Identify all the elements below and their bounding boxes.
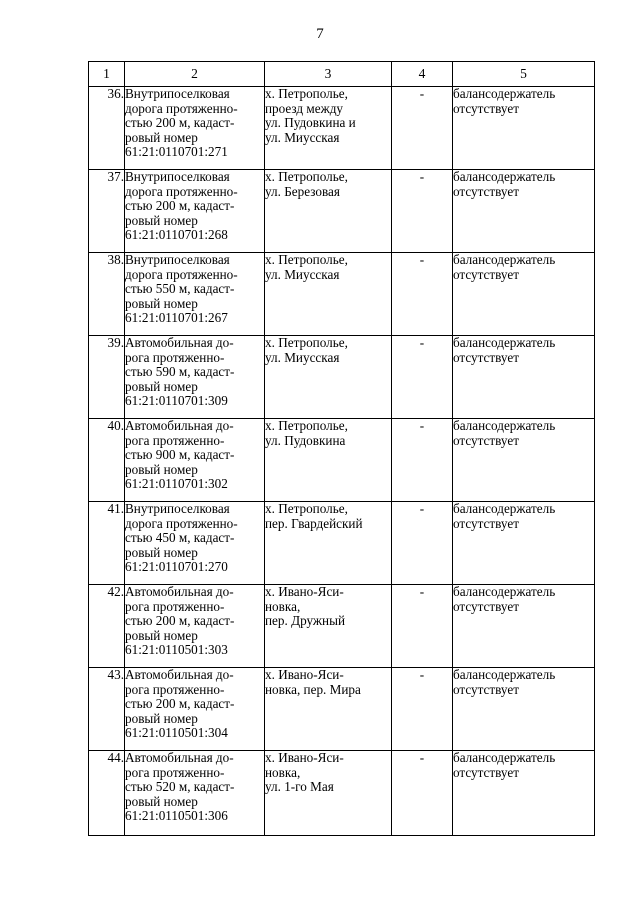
- registration-value: -: [392, 336, 453, 419]
- row-number: 44.: [89, 751, 125, 836]
- object-address: х. Ивано-Яси- новка, пер. Дружный: [265, 585, 392, 668]
- row-number: 43.: [89, 668, 125, 751]
- row-number: 37.: [89, 170, 125, 253]
- table-row: [89, 502, 595, 585]
- object-description: Внутрипоселковая дорога протяженно- стью 200 м, кадаст- ровый номер 61:21:0110701:271: [125, 87, 265, 170]
- object-description: Автомобильная до- рога протяженно- стью 200 м, кадаст- ровый номер 61:21:0110501:304: [125, 668, 265, 751]
- registration-value: -: [392, 585, 453, 668]
- registration-value: -: [392, 170, 453, 253]
- table-row: [89, 751, 595, 836]
- table-row: [89, 253, 595, 336]
- registration-value: -: [392, 87, 453, 170]
- row-number: 42.: [89, 585, 125, 668]
- table-row: [89, 668, 595, 751]
- object-address: х. Петрополье, ул. Пудовкина: [265, 419, 392, 502]
- table-row: [89, 170, 595, 253]
- table-body: [89, 87, 595, 836]
- owner-status: балансодержатель отсутствует: [453, 419, 595, 502]
- object-description: Автомобильная до- рога протяженно- стью 200 м, кадаст- ровый номер 61:21:0110501:303: [125, 585, 265, 668]
- owner-status: балансодержатель отсутствует: [453, 87, 595, 170]
- row-number: 38.: [89, 253, 125, 336]
- column-header-5: 5: [453, 62, 595, 87]
- column-header-3: 3: [265, 62, 392, 87]
- column-header-2: 2: [125, 62, 265, 87]
- registration-value: -: [392, 253, 453, 336]
- object-description: Внутрипоселковая дорога протяженно- стью 200 м, кадаст- ровый номер 61:21:0110701:268: [125, 170, 265, 253]
- owner-status: балансодержатель отсутствует: [453, 336, 595, 419]
- row-number: 39.: [89, 336, 125, 419]
- table-row: [89, 87, 595, 170]
- object-description: Внутрипоселковая дорога протяженно- стью 550 м, кадаст- ровый номер 61:21:0110701:267: [125, 253, 265, 336]
- table-row: [89, 336, 595, 419]
- owner-status: балансодержатель отсутствует: [453, 585, 595, 668]
- object-address: х. Петрополье, ул. Миусская: [265, 336, 392, 419]
- registration-value: -: [392, 502, 453, 585]
- object-address: х. Петрополье, ул. Миусская: [265, 253, 392, 336]
- column-header-1: 1: [89, 62, 125, 87]
- object-address: х. Петрополье, пер. Гвардейский: [265, 502, 392, 585]
- page-number: 7: [316, 26, 324, 42]
- registration-value: -: [392, 751, 453, 836]
- registration-value: -: [392, 668, 453, 751]
- header-row: [89, 62, 595, 87]
- object-description: Внутрипоселковая дорога протяженно- стью 450 м, кадаст- ровый номер 61:21:0110701:270: [125, 502, 265, 585]
- table-row: [89, 419, 595, 502]
- owner-status: балансодержатель отсутствует: [453, 668, 595, 751]
- object-address: х. Ивано-Яси- новка, пер. Мира: [265, 668, 392, 751]
- table-row: [89, 585, 595, 668]
- owner-status: балансодержатель отсутствует: [453, 253, 595, 336]
- row-number: 40.: [89, 419, 125, 502]
- object-description: Автомобильная до- рога протяженно- стью 590 м, кадаст- ровый номер 61:21:0110701:309: [125, 336, 265, 419]
- row-number: 36.: [89, 87, 125, 170]
- registration-value: -: [392, 419, 453, 502]
- object-description: Автомобильная до- рога протяженно- стью 520 м, кадаст- ровый номер 61:21:0110501:306: [125, 751, 265, 836]
- column-header-4: 4: [392, 62, 453, 87]
- table-header: [89, 62, 595, 87]
- object-address: х. Петрополье, проезд между ул. Пудовкина и ул. Миусская: [265, 87, 392, 170]
- object-address: х. Петрополье, ул. Березовая: [265, 170, 392, 253]
- owner-status: балансодержатель отсутствует: [453, 751, 595, 836]
- registry-table: [88, 61, 595, 836]
- row-number: 41.: [89, 502, 125, 585]
- object-description: Автомобильная до- рога протяженно- стью 900 м, кадаст- ровый номер 61:21:0110701:302: [125, 419, 265, 502]
- owner-status: балансодержатель отсутствует: [453, 502, 595, 585]
- object-address: х. Ивано-Яси- новка, ул. 1-го Мая: [265, 751, 392, 836]
- owner-status: балансодержатель отсутствует: [453, 170, 595, 253]
